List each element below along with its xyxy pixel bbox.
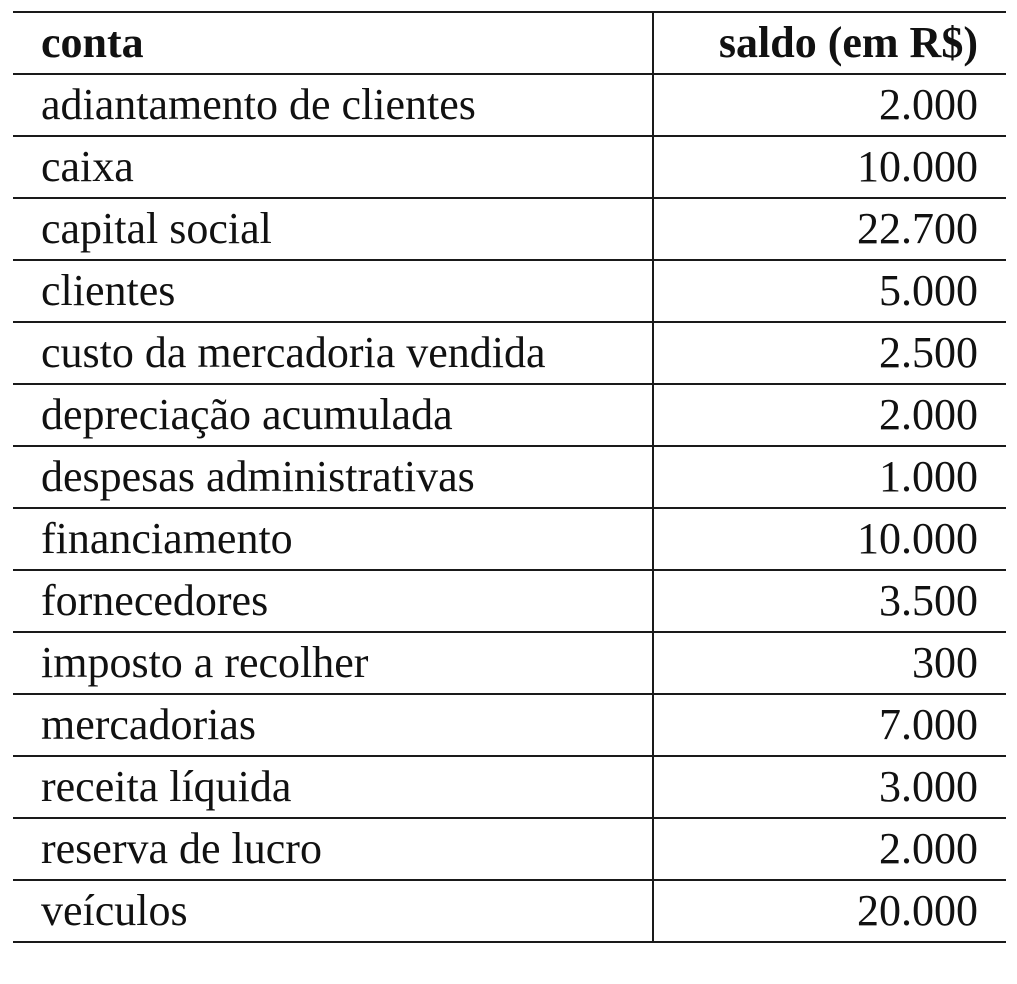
balance-cell: 10.000	[653, 136, 1006, 198]
account-name-cell: receita líquida	[13, 756, 653, 818]
account-name-cell: despesas administrativas	[13, 446, 653, 508]
table-header-row	[13, 12, 1006, 74]
table-row	[13, 818, 1006, 880]
account-name-cell: reserva de lucro	[13, 818, 653, 880]
account-name-cell: capital social	[13, 198, 653, 260]
balance-cell: 300	[653, 632, 1006, 694]
table-row	[13, 446, 1006, 508]
account-name-cell: depreciação acumulada	[13, 384, 653, 446]
balance-cell: 2.000	[653, 818, 1006, 880]
header-saldo: saldo (em R$)	[653, 12, 1006, 74]
account-name-cell: caixa	[13, 136, 653, 198]
table-row	[13, 260, 1006, 322]
table-row	[13, 570, 1006, 632]
balance-cell: 20.000	[653, 880, 1006, 942]
account-name-cell: clientes	[13, 260, 653, 322]
account-name-cell: adiantamento de clientes	[13, 74, 653, 136]
table-row	[13, 384, 1006, 446]
account-name-cell: financiamento	[13, 508, 653, 570]
account-name-cell: veículos	[13, 880, 653, 942]
header-conta: conta	[13, 12, 653, 74]
balance-cell: 2.000	[653, 74, 1006, 136]
table-row	[13, 322, 1006, 384]
table-row	[13, 632, 1006, 694]
table-row	[13, 756, 1006, 818]
table-row	[13, 198, 1006, 260]
table-row	[13, 74, 1006, 136]
balance-cell: 3.000	[653, 756, 1006, 818]
accounts-table	[13, 11, 1006, 943]
balance-cell: 5.000	[653, 260, 1006, 322]
balance-cell: 7.000	[653, 694, 1006, 756]
balance-cell: 3.500	[653, 570, 1006, 632]
balance-cell: 1.000	[653, 446, 1006, 508]
balance-cell: 10.000	[653, 508, 1006, 570]
balance-cell: 22.700	[653, 198, 1006, 260]
account-name-cell: imposto a recolher	[13, 632, 653, 694]
balance-cell: 2.500	[653, 322, 1006, 384]
account-name-cell: mercadorias	[13, 694, 653, 756]
table-row	[13, 880, 1006, 942]
balance-cell: 2.000	[653, 384, 1006, 446]
account-name-cell: custo da mercadoria vendida	[13, 322, 653, 384]
table-row	[13, 508, 1006, 570]
table-row	[13, 136, 1006, 198]
table-row	[13, 694, 1006, 756]
account-name-cell: fornecedores	[13, 570, 653, 632]
